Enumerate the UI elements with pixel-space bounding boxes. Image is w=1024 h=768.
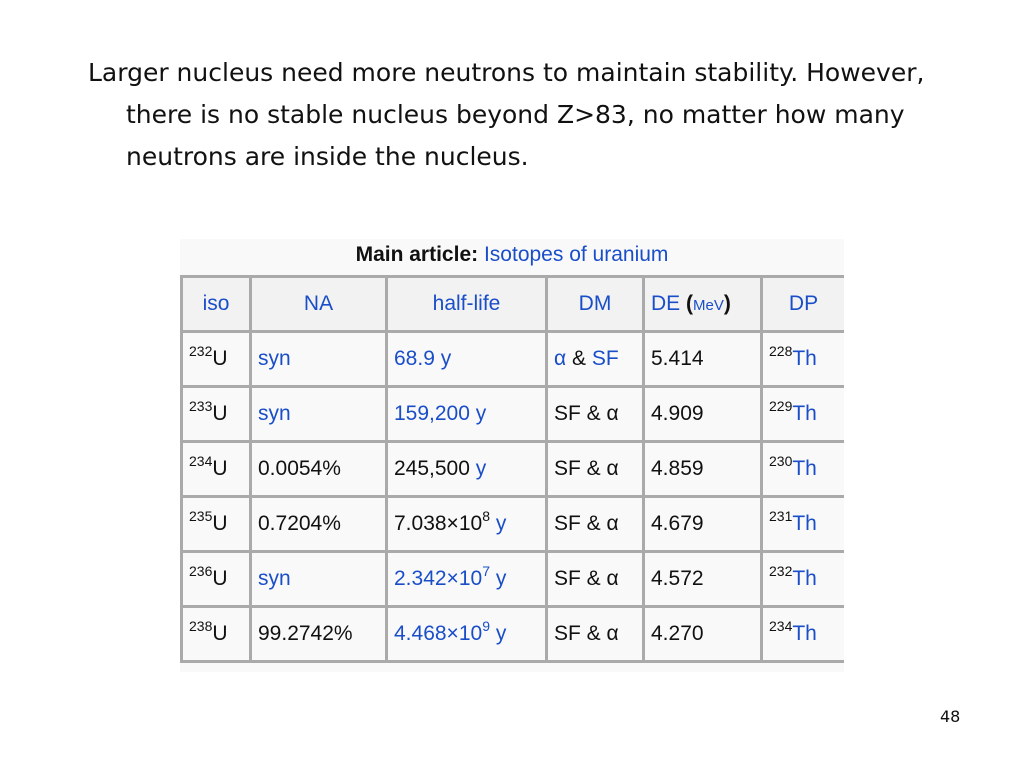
iso-symbol: U [212, 567, 228, 590]
cell-dm [547, 497, 644, 552]
table-header-row [182, 277, 845, 332]
iso-symbol: U [212, 347, 228, 370]
table-row [182, 607, 845, 662]
dp-symbol-link[interactable]: Th [792, 512, 817, 535]
cell-dp [762, 332, 845, 387]
cell-dm [547, 387, 644, 442]
iso-symbol: U [212, 622, 228, 645]
header-de-close: ) [723, 292, 731, 315]
table-row [182, 387, 845, 442]
cell-iso [182, 552, 251, 607]
half-life-unit[interactable]: y [475, 457, 487, 480]
isotope-table [180, 275, 844, 663]
decay-mode-amp: & [580, 457, 607, 480]
cell-de [644, 387, 762, 442]
header-dm[interactable]: DM [547, 277, 644, 332]
iso-mass-number: 238 [189, 618, 213, 634]
cell-iso [182, 442, 251, 497]
decay-energy: 5.414 [651, 347, 704, 370]
decay-energy: 4.909 [651, 402, 704, 425]
header-iso[interactable]: iso [182, 277, 251, 332]
decay-mode-a: SF [554, 512, 581, 535]
dp-symbol-link[interactable]: Th [792, 622, 817, 645]
table-row [182, 497, 845, 552]
na-value[interactable]: syn [258, 347, 291, 370]
cell-iso [182, 497, 251, 552]
decay-mode-a[interactable]: α [554, 347, 567, 370]
decay-mode-b: α [606, 512, 619, 535]
decay-mode-a: SF [554, 622, 581, 645]
cell-na [251, 332, 387, 387]
cell-de [644, 497, 762, 552]
decay-energy: 4.270 [651, 622, 704, 645]
cell-dm [547, 607, 644, 662]
table-row [182, 552, 845, 607]
decay-mode-b: α [606, 402, 619, 425]
cell-half-life [387, 387, 547, 442]
decay-mode-b: α [606, 567, 619, 590]
iso-symbol: U [212, 402, 228, 425]
cell-iso [182, 607, 251, 662]
na-value[interactable]: syn [258, 402, 291, 425]
decay-mode-amp: & [580, 567, 607, 590]
cell-na [251, 442, 387, 497]
table-caption [180, 239, 844, 275]
isotope-table-container [180, 239, 844, 672]
decay-energy: 4.859 [651, 457, 704, 480]
half-life-unit[interactable]: y [495, 567, 507, 590]
cell-half-life [387, 607, 547, 662]
iso-mass-number: 233 [189, 398, 213, 414]
cell-half-life [387, 552, 547, 607]
half-life-exponent: 8 [482, 508, 490, 524]
dp-mass-number: 229 [769, 398, 793, 414]
dp-mass-number: 228 [769, 343, 793, 359]
isotopes-of-uranium-link[interactable]: Isotopes of uranium [483, 243, 669, 266]
cell-de [644, 442, 762, 497]
iso-mass-number: 232 [189, 343, 213, 359]
cell-dp [762, 607, 845, 662]
slide-body-text: Larger nucleus need more neutrons to maintain stability. However, there is no stable nucleus beyond Z>83, no matter how many neutrons are inside the nucleus. [88, 58, 925, 171]
iso-symbol: U [212, 457, 228, 480]
header-na[interactable]: NA [251, 277, 387, 332]
decay-mode-a: SF [554, 402, 581, 425]
decay-mode-amp: & [580, 622, 607, 645]
half-life-value[interactable]: 68.9 y [394, 347, 452, 370]
decay-mode-b: α [606, 457, 619, 480]
half-life-unit[interactable]: y [495, 622, 507, 645]
iso-mass-number: 235 [189, 508, 213, 524]
cell-iso [182, 387, 251, 442]
cell-de [644, 552, 762, 607]
decay-mode-a: SF [554, 457, 581, 480]
cell-na [251, 387, 387, 442]
half-life-mantissa: 7.038×10 [394, 512, 483, 535]
cell-na [251, 607, 387, 662]
dp-symbol-link[interactable]: Th [792, 457, 817, 480]
decay-mode-amp: & [580, 512, 607, 535]
cell-dp [762, 497, 845, 552]
cell-na [251, 497, 387, 552]
decay-mode-b: α [606, 622, 619, 645]
cell-half-life [387, 332, 547, 387]
cell-dm [547, 442, 644, 497]
decay-mode-b[interactable]: SF [591, 347, 619, 370]
cell-de [644, 332, 762, 387]
cell-dp [762, 387, 845, 442]
cell-dm [547, 552, 644, 607]
table-body [182, 332, 845, 662]
decay-mode-a: SF [554, 567, 581, 590]
half-life-value: 245,500 [394, 457, 470, 480]
cell-half-life [387, 442, 547, 497]
dp-symbol-link[interactable]: Th [792, 402, 817, 425]
decay-energy: 4.572 [651, 567, 704, 590]
na-value[interactable]: syn [258, 567, 291, 590]
caption-label: Main article: [355, 243, 479, 266]
cell-na [251, 552, 387, 607]
decay-energy: 4.679 [651, 512, 704, 535]
iso-mass-number: 236 [189, 563, 213, 579]
half-life-exponent: 9 [482, 618, 490, 634]
header-de-unit[interactable]: MeV [693, 297, 724, 314]
na-value: 99.2742% [258, 622, 353, 645]
dp-mass-number: 232 [769, 563, 793, 579]
page-number: 48 [940, 707, 961, 726]
decay-mode-amp: & [566, 347, 592, 370]
iso-mass-number: 234 [189, 453, 213, 469]
dp-mass-number: 230 [769, 453, 793, 469]
half-life-exponent: 7 [482, 563, 490, 579]
table-row [182, 332, 845, 387]
header-half-life[interactable]: half-life [387, 277, 547, 332]
dp-mass-number: 231 [769, 508, 793, 524]
na-value: 0.7204% [258, 512, 341, 535]
na-value: 0.0054% [258, 457, 341, 480]
half-life-mantissa[interactable]: 2.342×10 [394, 567, 483, 590]
header-de-label[interactable]: DE [651, 292, 681, 315]
half-life-unit[interactable]: y [495, 512, 507, 535]
half-life-value[interactable]: 159,200 y [394, 402, 487, 425]
cell-iso [182, 332, 251, 387]
iso-symbol: U [212, 512, 228, 535]
cell-half-life [387, 497, 547, 552]
header-dp[interactable]: DP [762, 277, 845, 332]
half-life-mantissa[interactable]: 4.468×10 [394, 622, 483, 645]
header-de [644, 277, 762, 332]
cell-dp [762, 552, 845, 607]
table-row [182, 442, 845, 497]
cell-dp [762, 442, 845, 497]
cell-dm [547, 332, 644, 387]
decay-mode-amp: & [580, 402, 607, 425]
header-de-open: ( [686, 292, 694, 315]
dp-symbol-link[interactable]: Th [792, 567, 817, 590]
cell-de [644, 607, 762, 662]
dp-mass-number: 234 [769, 618, 793, 634]
dp-symbol-link[interactable]: Th [792, 347, 817, 370]
